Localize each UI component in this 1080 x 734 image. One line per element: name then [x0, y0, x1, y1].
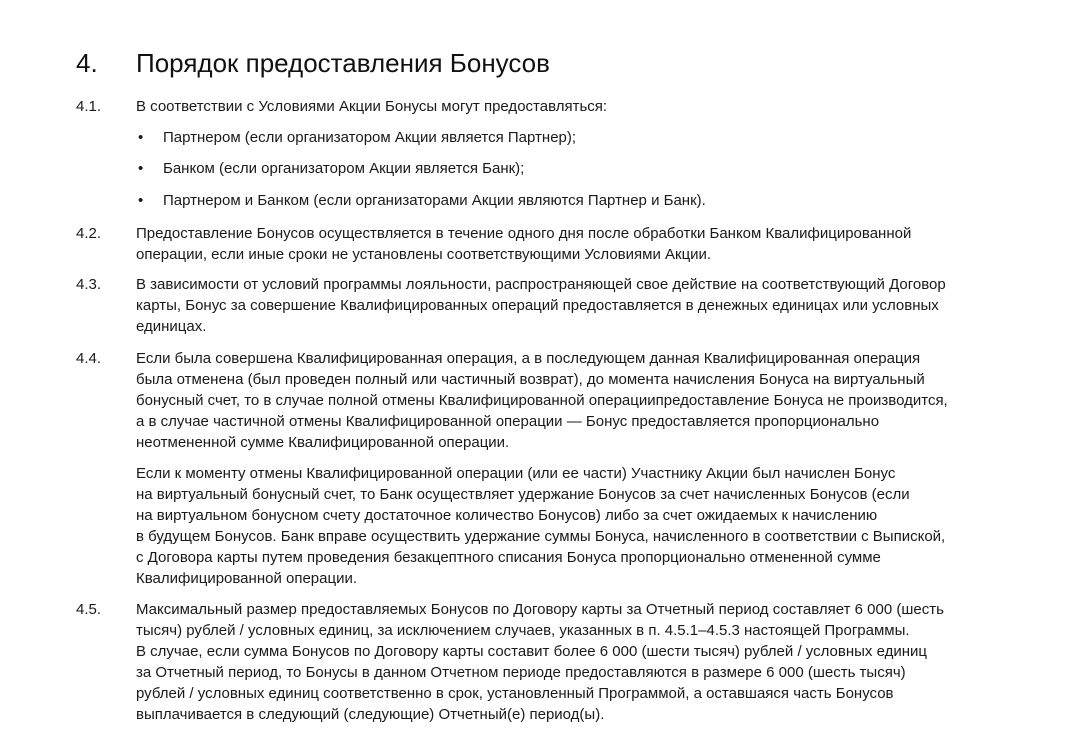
clause-line: бонусный счет, то в случае полной отмены Квалифицированной операциипредоставление Бонуса не производится,: [136, 392, 948, 409]
clause-line: была отменена (был проведен полный или частичный возврат), до момента начисления Бонуса на виртуальный: [136, 371, 925, 388]
clause-line: тысяч) рублей / условных единиц, за исключением случаев, указанных в п. 4.5.1–4.5.3 настоящей Программы.: [136, 622, 910, 639]
clause-line: неотмененной сумме Квалифицированной операции.: [136, 434, 510, 451]
clause-line: Если к моменту отмены Квалифицированной операции (или ее части) Участнику Акции был начислен Бонус: [136, 465, 896, 482]
clause-line: В соответствии с Условиями Акции Бонусы могут предоставляться:: [136, 98, 608, 115]
clause-number: 4.4.: [76, 350, 102, 367]
section-title: Порядок предоставления Бонусов: [136, 48, 550, 78]
clause-line: в будущем Бонусов. Банк вправе осуществить удержание суммы Бонуса, начисленного в соответствии с Выпиской,: [136, 528, 946, 545]
clause-text: [136, 463, 1036, 589]
clause-text: [136, 599, 1036, 725]
list-item: [0, 127, 1080, 148]
section-number: 4.: [76, 48, 98, 78]
bullet-icon: •: [138, 160, 144, 177]
clause-number: 4.2.: [76, 225, 102, 242]
clause-line: на виртуальный бонусный счет, то Банк осуществляет удержание Бонусов за счет начисленных Бонусов (если: [136, 486, 910, 503]
clause-number: 4.1.: [76, 98, 102, 115]
clause-line: Если была совершена Квалифицированная операция, а в последующем данная Квалифицированная операция: [136, 350, 921, 367]
bullet-icon: •: [138, 129, 144, 146]
clause-line: Максимальный размер предоставляемых Бонусов по Договору карты за Отчетный период составляет 6 000 (шесть: [136, 601, 944, 618]
clause-line: с Договора карты путем проведения безакцептного списания Бонуса пропорционально отмененной сумме: [136, 549, 881, 566]
bullet-icon: •: [138, 192, 144, 209]
list-item: [0, 190, 1080, 211]
list-item-text: Партнером (если организатором Акции является Партнер);: [163, 129, 577, 146]
clause-line: Квалифицированной операции.: [136, 570, 357, 587]
clause-line: операции, если иные сроки не установлены соответствующими Условиями Акции.: [136, 246, 712, 263]
clause-text: [136, 274, 1036, 337]
clause-line: В зависимости от условий программы лояльности, распространяющей свое действие на соответствующий Договор: [136, 276, 946, 293]
clause-text: [136, 96, 1036, 117]
list-item: [0, 158, 1080, 179]
clause-line: выплачивается в следующий (следующие) Отчетный(е) период(ы).: [136, 706, 605, 723]
clause-number: 4.5.: [76, 601, 102, 618]
clause-text: [136, 348, 1036, 453]
clause-line: В случае, если сумма Бонусов по Договору карты составит более 6 000 (шести тысяч) рублей / условных единиц: [136, 643, 927, 660]
clause-line: а в случае частичной отмены Квалифицированной операции — Бонус предоставляется пропорционально: [136, 413, 880, 430]
clause-line: за Отчетный период, то Бонусы в данном Отчетном периоде предоставляются в размере 6 000 (шесть тысяч): [136, 664, 906, 681]
clause-line: единицах.: [136, 318, 207, 335]
list-item-text: Банком (если организатором Акции является Банк);: [163, 160, 525, 177]
clause-line: рублей / условных единиц соответственно в срок, установленный Программой, а оставшаяся часть Бонусов: [136, 685, 894, 702]
clause-line: карты, Бонус за совершение Квалифицированных операций предоставляется в денежных единицах или условных: [136, 297, 939, 314]
clause-text: [136, 223, 1036, 265]
clause-number: 4.3.: [76, 276, 102, 293]
section-heading: [0, 46, 1080, 82]
clause-line: на виртуальном бонусном счету достаточное количество Бонусов) либо за счет ожидаемых к начислению: [136, 507, 878, 524]
list-item-text: Партнером и Банком (если организаторами Акции являются Партнер и Банк).: [163, 192, 706, 209]
clause-line: Предоставление Бонусов осуществляется в течение одного дня после обработки Банком Квалифицированной: [136, 225, 912, 242]
